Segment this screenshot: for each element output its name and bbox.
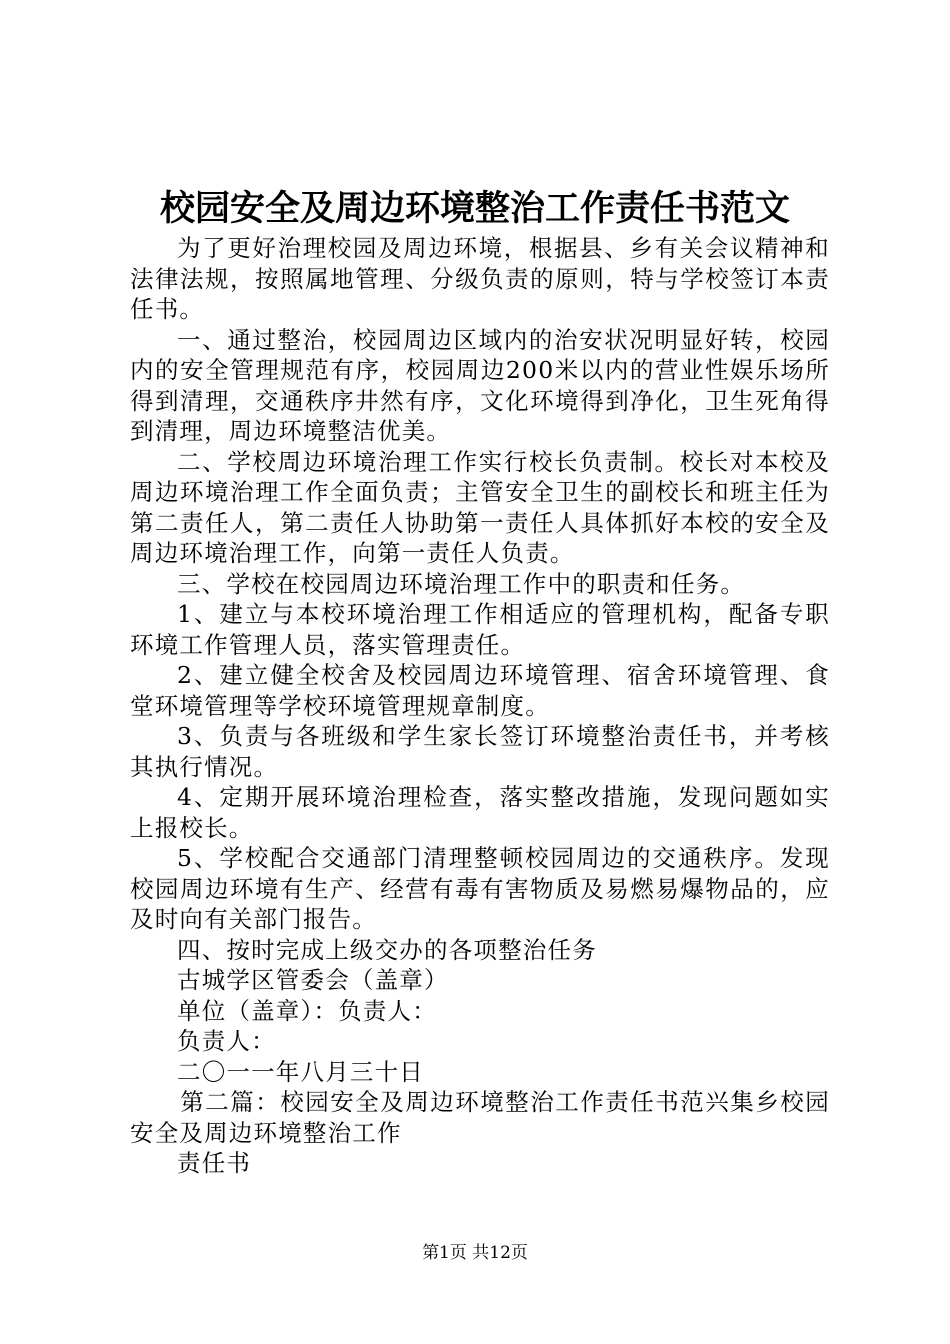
page-footer: 第1页 共12页 — [422, 1243, 528, 1263]
paragraph-section-3: 三、学校在校园周边环境治理工作中的职责和任务。 — [177, 569, 746, 598]
paragraph-item-4: 4、定期开展环境治理检查，落实整改措施，发现问题如实上报校长。 — [130, 783, 830, 842]
paragraph-intro: 为了更好治理校园及周边环境，根据县、乡有关会议精神和法律法规，按照属地管理、分级负责的原则，特与学校签订本责任书。 — [130, 234, 830, 323]
paragraph-item-3: 3、负责与各班级和学生家长签订环境整治责任书，并考核其执行情况。 — [130, 722, 830, 781]
paragraph-section-2: 二、学校周边环境治理工作实行校长负责制。校长对本校及周边环境治理工作全面负责；主管安全卫生的副校长和班主任为第二责任人，第二责任人协助第一责任人具体抓好本校的安全及周边环境治理工作，向第一责任人负责。 — [130, 447, 830, 567]
second-part-heading-text: 第二篇：校园安全及周边环境整治工作责任书范兴集乡校园安全及周边环境整治工作 — [130, 1088, 830, 1147]
signature-committee: 古城学区管委会（盖章） — [177, 966, 449, 994]
paragraph-item-2: 2、建立健全校舍及校园周边环境管理、宿舍环境管理、食堂环境管理等学校环境管理规章制度。 — [130, 661, 830, 720]
document-body — [130, 233, 830, 1179]
document-title: 校园安全及周边环境整治工作责任书范文 — [159, 188, 790, 229]
paragraph-section-4: 四、按时完成上级交办的各项整治任务 — [177, 935, 597, 964]
signature-date: 二〇一一年八月三十日 — [177, 1057, 424, 1086]
signature-person: 负责人： — [177, 1027, 276, 1055]
signature-unit: 单位（盖章）：负责人： — [177, 996, 437, 1025]
second-part-heading — [130, 1087, 830, 1148]
paragraph-item-1: 1、建立与本校环境治理工作相适应的管理机构，配备专职环境工作管理人员，落实管理责任。 — [130, 600, 830, 659]
paragraph-item-5: 5、学校配合交通部门清理整顿校园周边的交通秩序。发现校园周边环境有生产、经营有毒有害物质及易燃易爆物品的，应及时向有关部门报告。 — [130, 844, 830, 933]
paragraph-section-1: 一、通过整治，校园周边区域内的治安状况明显好转，校园内的安全管理规范有序，校园周边200米以内的营业性娱乐场所得到清理，交通秩序井然有序，文化环境得到净化，卫生死角得到清理，周边环境整洁优美。 — [130, 325, 830, 445]
second-part-subheading: 责任书 — [177, 1149, 252, 1177]
